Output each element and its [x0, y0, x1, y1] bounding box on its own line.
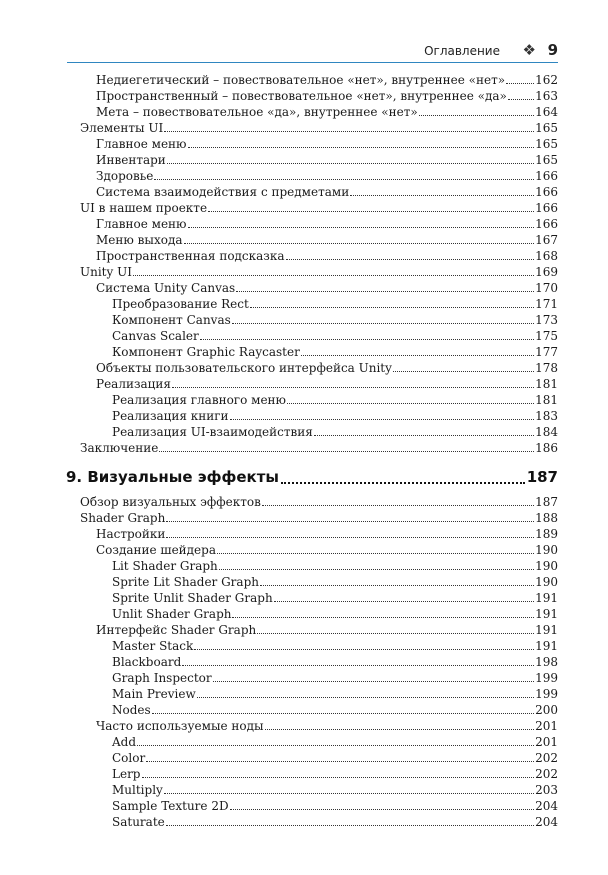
- dot-leader: [286, 248, 535, 260]
- toc-entry-title: Часто используемые ноды: [96, 719, 264, 733]
- dot-leader: [154, 168, 534, 180]
- toc-entry-page: 201: [535, 719, 558, 733]
- toc-entry-title: Объекты пользовательского интерфейса Unity: [96, 361, 392, 375]
- toc-entry-page: 202: [535, 751, 558, 765]
- table-of-contents: [66, 72, 558, 830]
- toc-section-after: [80, 494, 558, 830]
- dot-leader: [167, 152, 534, 164]
- toc-entry-page: 169: [535, 265, 558, 279]
- toc-entry-title: Недиегетический – повествовательное «нет», внутреннее «нет»: [96, 73, 506, 87]
- toc-entry-title: Unlit Shader Graph: [112, 607, 232, 621]
- toc-entry-title: Blackboard: [112, 655, 182, 669]
- dot-leader: [213, 670, 534, 682]
- toc-entry[interactable]: [80, 168, 558, 184]
- chapter-title: 9. Визуальные эффекты: [66, 468, 279, 486]
- dot-leader: [164, 120, 534, 132]
- dot-leader: [197, 686, 534, 698]
- toc-entry-page: 175: [535, 329, 558, 343]
- dot-leader: [184, 232, 535, 244]
- dot-leader: [281, 466, 525, 484]
- toc-entry-title: Компонент Graphic Raycaster: [112, 345, 300, 359]
- dot-leader: [232, 312, 534, 324]
- toc-entry-page: 184: [535, 425, 558, 439]
- toc-entry-title: Lerp: [112, 767, 141, 781]
- toc-entry[interactable]: [80, 718, 558, 734]
- toc-entry-title: Реализация: [96, 377, 171, 391]
- toc-entry[interactable]: [80, 686, 558, 702]
- dot-leader: [257, 622, 534, 634]
- toc-entry[interactable]: [80, 526, 558, 542]
- toc-entry-page: 190: [535, 575, 558, 589]
- toc-entry-page: 181: [535, 377, 558, 391]
- toc-entry-title: Main Preview: [112, 687, 196, 701]
- toc-entry-page: 202: [535, 767, 558, 781]
- toc-entry-title: Add: [112, 735, 137, 749]
- toc-entry-page: 173: [535, 313, 558, 327]
- dot-leader: [188, 136, 535, 148]
- dot-leader: [208, 200, 534, 212]
- toc-entry[interactable]: [80, 798, 558, 814]
- toc-entry-page: 167: [535, 233, 558, 247]
- toc-entry[interactable]: [80, 638, 558, 654]
- chapter-page: 187: [526, 468, 558, 486]
- toc-entry-page: 187: [535, 495, 558, 509]
- toc-entry-page: 199: [535, 687, 558, 701]
- dot-leader: [182, 654, 534, 666]
- dot-leader: [172, 376, 534, 388]
- dot-leader: [164, 782, 534, 794]
- toc-entry-page: 181: [535, 393, 558, 407]
- dot-leader: [250, 296, 534, 308]
- toc-entry[interactable]: [80, 814, 558, 830]
- dot-leader: [260, 574, 534, 586]
- toc-entry-title: Обзор визуальных эффектов: [80, 495, 261, 509]
- toc-entry[interactable]: [80, 184, 558, 200]
- toc-entry[interactable]: [80, 574, 558, 590]
- toc-entry-page: 204: [535, 815, 558, 829]
- toc-entry[interactable]: [80, 296, 558, 312]
- toc-entry[interactable]: [80, 376, 558, 392]
- toc-entry-page: 165: [535, 153, 558, 167]
- dot-leader: [146, 750, 534, 762]
- toc-entry-title: Мета – повествовательное «да», внутреннее «нет»: [96, 105, 418, 119]
- toc-entry-page: 191: [535, 607, 558, 621]
- toc-entry-page: 186: [535, 441, 558, 455]
- toc-entry[interactable]: [80, 766, 558, 782]
- toc-entry[interactable]: [80, 152, 558, 168]
- toc-entry-title: Saturate: [112, 815, 165, 829]
- toc-entry[interactable]: [80, 734, 558, 750]
- toc-entry[interactable]: [80, 408, 558, 424]
- toc-entry-page: 199: [535, 671, 558, 685]
- dot-leader: [142, 766, 535, 778]
- toc-entry[interactable]: [80, 280, 558, 296]
- toc-entry[interactable]: [80, 328, 558, 344]
- dot-leader: [419, 104, 534, 116]
- toc-entry-title: Graph Inspector: [112, 671, 212, 685]
- dot-leader: [508, 88, 534, 100]
- dot-leader: [194, 638, 534, 650]
- toc-entry-page: 183: [535, 409, 558, 423]
- toc-entry-page: 170: [535, 281, 558, 295]
- toc-entry-title: Заключение: [80, 441, 159, 455]
- toc-entry-page: 166: [535, 201, 558, 215]
- toc-entry[interactable]: [80, 360, 558, 376]
- toc-entry-page: 171: [535, 297, 558, 311]
- dot-leader: [274, 590, 534, 602]
- toc-entry[interactable]: [80, 510, 558, 526]
- toc-entry-page: 189: [535, 527, 558, 541]
- toc-entry-page: 204: [535, 799, 558, 813]
- toc-entry-title: Multiply: [112, 783, 163, 797]
- toc-entry-page: 166: [535, 217, 558, 231]
- toc-entry[interactable]: [80, 558, 558, 574]
- toc-entry-page: 166: [535, 185, 558, 199]
- dot-leader: [159, 440, 534, 452]
- toc-entry-title: Пространственная подсказка: [96, 249, 285, 263]
- toc-entry[interactable]: [80, 104, 558, 120]
- toc-entry-title: Color: [112, 751, 146, 765]
- toc-entry-title: Master Stack: [112, 639, 194, 653]
- toc-entry[interactable]: [80, 216, 558, 232]
- toc-entry-title: Система взаимодействия с предметами: [96, 185, 350, 199]
- dot-leader: [166, 814, 534, 826]
- toc-entry-title: Реализация главного меню: [112, 393, 286, 407]
- toc-section-before: [80, 72, 558, 456]
- toc-entry-title: Элементы UI: [80, 121, 164, 135]
- toc-entry-page: 200: [535, 703, 558, 717]
- toc-entry[interactable]: [80, 200, 558, 216]
- toc-entry[interactable]: [80, 232, 558, 248]
- toc-entry[interactable]: [80, 136, 558, 152]
- toc-entry-title: Реализация UI-взаимодействия: [112, 425, 313, 439]
- ornament-icon: ❖: [522, 41, 536, 59]
- dot-leader: [265, 718, 534, 730]
- toc-entry[interactable]: [80, 344, 558, 360]
- toc-entry-page: 198: [535, 655, 558, 669]
- toc-entry-title: Создание шейдера: [96, 543, 216, 557]
- toc-entry[interactable]: [80, 590, 558, 606]
- toc-entry-title: Главное меню: [96, 137, 187, 151]
- header-title: Оглавление: [424, 44, 500, 58]
- toc-entry-title: Пространственный – повествовательное «нет», внутреннее «да»: [96, 89, 507, 103]
- toc-entry-title: Canvas Scaler: [112, 329, 199, 343]
- dot-leader: [133, 264, 534, 276]
- toc-entry-title: Nodes: [112, 703, 151, 717]
- dot-leader: [188, 216, 535, 228]
- toc-entry-page: 163: [535, 89, 558, 103]
- toc-entry-title: Инвентари: [96, 153, 166, 167]
- toc-entry[interactable]: [80, 542, 558, 558]
- toc-entry[interactable]: [80, 750, 558, 766]
- toc-entry-page: 164: [535, 105, 558, 119]
- toc-entry[interactable]: [80, 782, 558, 798]
- dot-leader: [506, 72, 534, 84]
- toc-entry[interactable]: [80, 88, 558, 104]
- toc-entry-title: Интерфейс Shader Graph: [96, 623, 257, 637]
- toc-entry-title: Lit Shader Graph: [112, 559, 218, 573]
- toc-entry-page: 177: [535, 345, 558, 359]
- dot-leader: [236, 280, 534, 292]
- toc-entry-page: 165: [535, 121, 558, 135]
- toc-entry[interactable]: [80, 670, 558, 686]
- toc-entry[interactable]: [80, 120, 558, 136]
- toc-entry-title: Преобразование Rect: [112, 297, 249, 311]
- dot-leader: [217, 542, 534, 554]
- toc-entry[interactable]: [80, 654, 558, 670]
- dot-leader: [137, 734, 534, 746]
- toc-entry-page: 165: [535, 137, 558, 151]
- toc-entry[interactable]: [80, 312, 558, 328]
- toc-entry[interactable]: [80, 72, 558, 88]
- toc-entry-page: 162: [535, 73, 558, 87]
- toc-entry-title: Unity UI: [80, 265, 132, 279]
- toc-entry-title: Меню выхода: [96, 233, 183, 247]
- toc-entry-page: 178: [535, 361, 558, 375]
- page-number: 9: [547, 41, 558, 59]
- toc-entry[interactable]: [80, 264, 558, 280]
- dot-leader: [166, 526, 534, 538]
- toc-entry-title: Sprite Unlit Shader Graph: [112, 591, 273, 605]
- toc-entry-page: 166: [535, 169, 558, 183]
- toc-entry[interactable]: [80, 440, 558, 456]
- chapter-heading[interactable]: [66, 466, 558, 488]
- toc-entry-page: 190: [535, 543, 558, 557]
- dot-leader: [230, 408, 535, 420]
- toc-entry-page: 191: [535, 591, 558, 605]
- dot-leader: [152, 702, 534, 714]
- toc-entry-title: Главное меню: [96, 217, 187, 231]
- toc-entry[interactable]: [80, 248, 558, 264]
- dot-leader: [166, 510, 534, 522]
- toc-entry-page: 168: [535, 249, 558, 263]
- dot-leader: [262, 494, 534, 506]
- running-header: [67, 40, 558, 63]
- toc-entry-title: Sprite Lit Shader Graph: [112, 575, 259, 589]
- toc-entry[interactable]: [80, 392, 558, 408]
- toc-entry-page: 191: [535, 623, 558, 637]
- toc-entry-page: 201: [535, 735, 558, 749]
- toc-entry-title: Shader Graph: [80, 511, 166, 525]
- toc-entry-title: UI в нашем проекте: [80, 201, 208, 215]
- toc-entry[interactable]: [80, 424, 558, 440]
- toc-entry[interactable]: [80, 494, 558, 510]
- dot-leader: [287, 392, 534, 404]
- toc-entry-title: Настройки: [96, 527, 166, 541]
- toc-entry-page: 203: [535, 783, 558, 797]
- toc-entry-title: Реализация книги: [112, 409, 229, 423]
- dot-leader: [230, 798, 535, 810]
- dot-leader: [393, 360, 534, 372]
- toc-entry-page: 191: [535, 639, 558, 653]
- toc-entry-title: Здоровье: [96, 169, 154, 183]
- toc-entry-title: Система Unity Canvas: [96, 281, 236, 295]
- toc-entry[interactable]: [80, 622, 558, 638]
- toc-entry[interactable]: [80, 702, 558, 718]
- toc-entry-page: 188: [535, 511, 558, 525]
- toc-entry[interactable]: [80, 606, 558, 622]
- dot-leader: [232, 606, 534, 618]
- dot-leader: [219, 558, 534, 570]
- toc-entry-title: Sample Texture 2D: [112, 799, 229, 813]
- dot-leader: [301, 344, 534, 356]
- toc-entry-title: Компонент Canvas: [112, 313, 231, 327]
- toc-entry-page: 190: [535, 559, 558, 573]
- dot-leader: [350, 184, 534, 196]
- dot-leader: [200, 328, 534, 340]
- dot-leader: [314, 424, 534, 436]
